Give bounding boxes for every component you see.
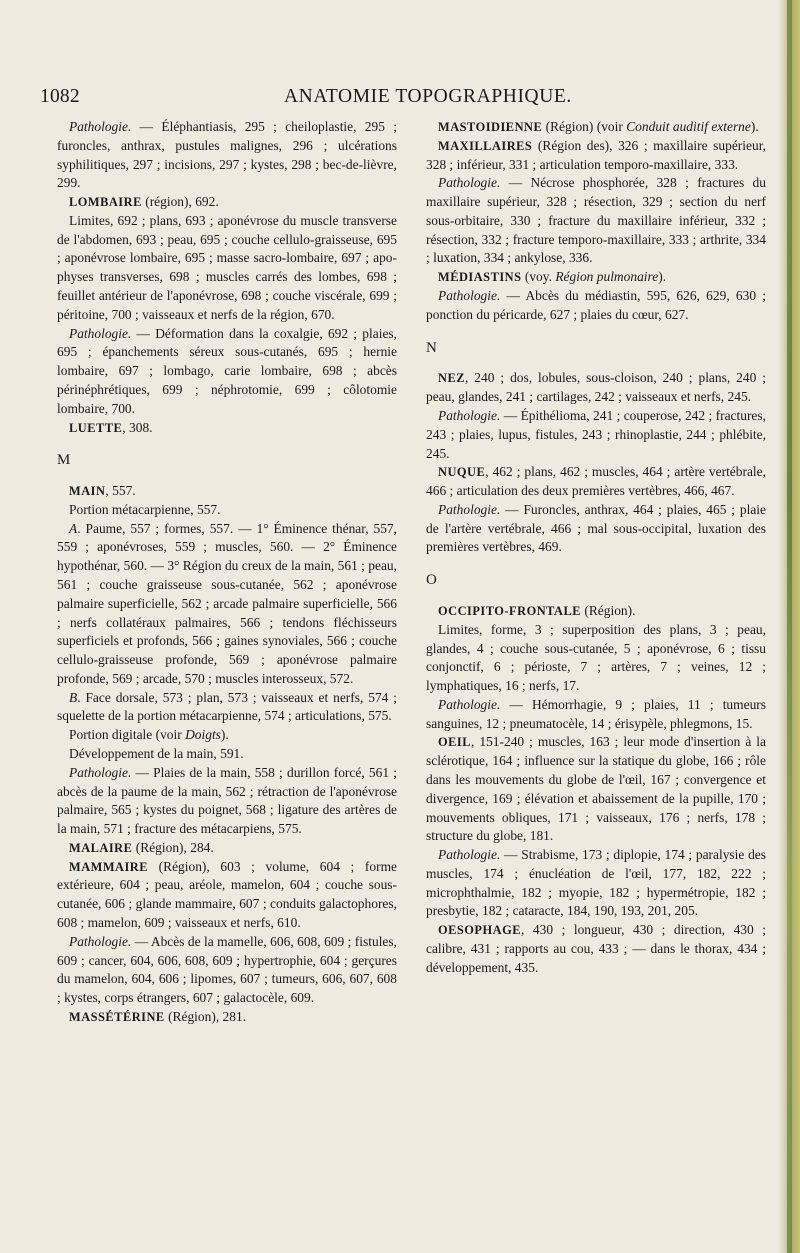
index-entry: B. Face dorsale, 573 ; plan, 573 ; vaisseaux et nerfs, 574 ; squelette de la portion métacarpienne, 574 ; articulations, 575. (57, 689, 397, 724)
index-entry: Pathologie. — Strabisme, 173 ; diplopie, 174 ; paralysie des muscles, 174 ; énucléation de l'œil, 177, 182, 222 ; microphthalmie, 182 ; myopie, 182 ; hypermétropie, 182 ; presbytie, 182 ; cataracte, 184, 190, 193, 201, 205. (426, 847, 766, 919)
index-entry: Pathologie. — Furoncles, anthrax, 464 ; plaies, 465 ; plaie de l'artère vertébrale, 466 ; mal sous-occipital, luxation des premières vertèbres, 469. (426, 501, 766, 555)
index-entry: Pathologie. — Nécrose phosphorée, 328 ; fractures du maxillaire supérieur, 328 ; résection, 329 ; section du nerf sous-orbitaire, 330 ; fracture du maxillaire inférieur, 332 ; résection, 332 ; fracture temporo-maxillaire, 333 ; arthrite, 334 ; luxation, 334 ; ankylose, 336. (426, 175, 766, 266)
index-entry: MALAIRE (Région), 284. (69, 839, 214, 855)
index-entry: Pathologie. — Abcès du médiastin, 595, 626, 629, 630 ; ponction du péricarde, 627 ; plaies du cœur, 627. (426, 288, 766, 322)
index-entry: MAIN, 557. (69, 483, 136, 499)
index-entry: Pathologie. — Éléphantiasis, 295 ; cheiloplastie, 295 ; furoncles, anthrax, pustules malignes, 296 ; ulcérations syphilitiques, 297 ; incisions, 297 ; kystes, 298 ; bec-de-lièvre, 299. (57, 119, 397, 191)
index-entry: OEIL, 151-240 ; muscles, 163 ; leur mode d'insertion à la sclérotique, 164 ; influence sur la statique du globe, 166 ; rôle dans les mouvements du globe de l'œil, 167 ; convergence et divergence, 169 ; élévation et abaissement de la pupille, 170 ; mouvements obliques, 171 ; vaisseaux, 176 ; nerfs, 178 ; structure du globe, 181. (426, 734, 766, 844)
section-letter: N (426, 339, 437, 356)
index-entry: MAXILLAIRES (Région des), 326 ; maxillaire supérieur, 328 ; inférieur, 331 ; articulation temporo-maxillaire, 333. (426, 137, 766, 172)
index-entry: Pathologie. — Déformation dans la coxalgie, 692 ; plaies, 695 ; épanchements séreux sous-cutanés, 695 ; hernie lombaire, 697 ; lombago, carie lombaire, 698 ; abcès périnéphrétiques, 699 ; néphrotomie, 699 ; côlotomie lombaire, 700. (57, 325, 397, 416)
right-column (426, 118, 766, 978)
index-entry: LUETTE, 308. (69, 419, 153, 435)
index-entry: LOMBAIRE (région), 692. (69, 194, 219, 210)
index-entry: A. Paume, 557 ; formes, 557. — 1° Éminence thénar, 557, 559 ; aponévroses, 559 ; muscles, 560. — 2° Éminence hypothénar, 560. — 3° Région du creux de la main, 561 ; peau, 561 ; couche graisseuse sous-cutanée, 562 ; aponévrose palmaire superficielle, 562 ; arcade palmaire superficielle, 566 ; nerfs collatéraux palmaires, 566 ; tendons fléchisseurs superficiels et profonds, 566 ; gaines synoviales, 566 ; couche cellulo-graisseuse profonde, 569 ; aponévrose palmaire profonde, 569 ; arcade, 570 ; muscles interosseux, 572. (57, 520, 397, 686)
index-entry: MAMMAIRE (Région), 603 ; volume, 604 ; forme extérieure, 604 ; peau, aréole, mamelon, 604 ; couche sous-cutanée, 606 ; glande mammaire, 607 ; conduits galactophores, 608 ; mamelon, 609 ; vaisseaux et nerfs, 610. (57, 858, 397, 931)
left-column (57, 118, 397, 1027)
index-entry: Pathologie. — Abcès de la mamelle, 606, 608, 609 ; fistules, 609 ; cancer, 604, 606, 608, 609 ; hypertrophie, 604 ; gerçures du mamelon, 604, 606 ; lipomes, 607 ; tumeurs, 606, 607, 608 ; kystes, corps étrangers, 607 ; galactocèle, 609. (57, 933, 397, 1006)
page-number: 1082 (40, 86, 80, 107)
index-entry: MÉDIASTINS (voy. Région pulmonaire). (438, 269, 667, 285)
page-edge-shadow (787, 0, 792, 1253)
index-entry: MASTOIDIENNE (Région) (voir Conduit auditif externe). (438, 119, 759, 134)
index-entry: Portion digitale (voir Doigts). (69, 727, 229, 743)
index-entry: Pathologie. — Hémorrhagie, 9 ; plaies, 11 ; tumeurs sanguines, 12 ; pneumatocèle, 14 ; érisypèle, phlegmons, 15. (426, 696, 766, 731)
page-header (40, 86, 740, 116)
index-entry: NUQUE, 462 ; plans, 462 ; muscles, 464 ; artère vertébrale, 466 ; articulation des deux premières vertèbres, 466, 467. (426, 464, 766, 499)
index-entry: Limites, 692 ; plans, 693 ; aponévrose du muscle transverse de l'abdomen, 693 ; peau, 695 ; couche cellulo-graisseuse, 695 ; aponévrose lombaire, 695 ; masse sacro-lombaire, 697 ; apophyses transverses, 698 ; muscles carrés des lombes, 698 ; feuillet antérieur de l'aponévrose, 698 ; couche viscérale, 699 ; péritoine, 700 ; vaisseaux et nerfs de la région, 670. (57, 212, 397, 322)
section-letter: O (426, 572, 437, 589)
index-entry: Développement de la main, 591. (69, 746, 244, 761)
index-entry: OESOPHAGE, 430 ; longueur, 430 ; direction, 430 ; calibre, 431 ; rapports au cou, 433 ; — dans le thorax, 434 ; développement, 435. (426, 922, 766, 975)
index-entry: Portion métacarpienne, 557. (69, 501, 221, 517)
section-letter: M (57, 452, 71, 469)
running-title: ANATOMIE TOPOGRAPHIQUE. (284, 86, 572, 107)
index-entry: NEZ, 240 ; dos, lobules, sous-cloison, 240 ; plans, 240 ; peau, glandes, 241 ; cartilages, 242 ; vaisseaux et nerfs, 245. (426, 370, 766, 405)
index-entry: Pathologie. — Épithélioma, 241 ; couperose, 242 ; fractures, 243 ; plaies, lupus, fistules, 243 ; rhinoplastie, 244 ; phlébite, 245. (426, 407, 766, 461)
index-entry: MASSÉTÉRINE (Région), 281. (69, 1008, 247, 1024)
index-entry: OCCIPITO-FRONTALE (Région). (438, 602, 636, 618)
index-entry: Pathologie. — Plaies de la main, 558 ; durillon forcé, 561 ; abcès de la paume de la main, 562 ; rétraction de l'aponévrose palmaire, 565 ; kystes du poignet, 568 ; ligature des artères de la main, 571 ; fracture des métacarpiens, 575. (57, 764, 397, 837)
index-entry: Limites, forme, 3 ; superposition des plans, 3 ; peau, glandes, 4 ; couche sous-cutanée, 5 ; aponévrose, 6 ; tissu conjonctif, 6 ; périoste, 7 ; artères, 7 ; veines, 12 ; lymphatiques, 16 ; nerfs, 17. (426, 621, 766, 694)
